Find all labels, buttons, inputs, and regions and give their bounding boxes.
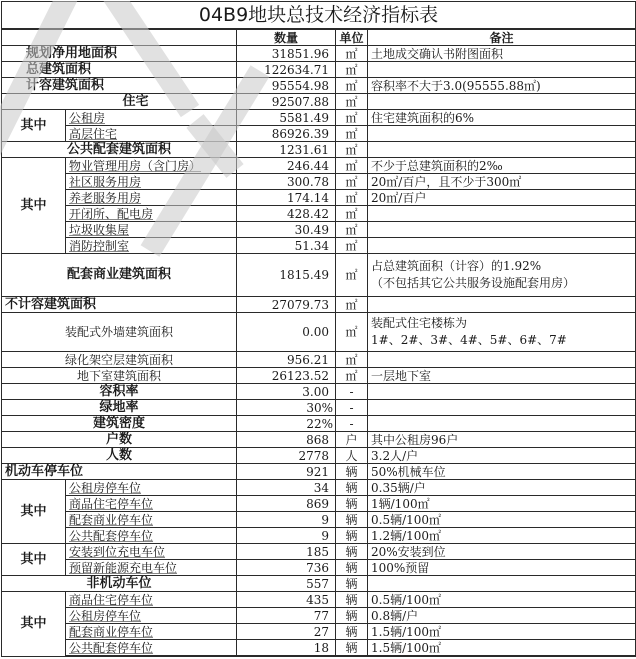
row-value: 557: [237, 576, 336, 592]
table-row: [2, 206, 636, 222]
row-note: [368, 576, 636, 592]
note-line-1: 装配式住宅楼栋为: [371, 316, 468, 330]
table-row: [2, 94, 636, 110]
row-note: [368, 206, 636, 222]
row-label: 商品住宅停车位: [66, 592, 237, 608]
table-row: [2, 432, 636, 448]
row-note: 容积率不大于3.0(95555.88㎡): [368, 78, 636, 94]
table-row: [2, 126, 636, 142]
row-value: 26123.52: [237, 368, 336, 384]
table-row: [2, 313, 636, 352]
row-label: 商品住宅停车位: [66, 496, 237, 512]
row-unit: 辆: [336, 512, 368, 528]
header-quantity: 数量: [237, 29, 336, 46]
row-label: 建筑密度: [2, 416, 237, 432]
table-row: [2, 174, 636, 190]
row-unit: ㎡: [336, 206, 368, 222]
row-note: 住宅建筑面积的6%: [368, 110, 636, 126]
row-value: 51.34: [237, 238, 336, 254]
row-note: 20㎡/百户: [368, 190, 636, 206]
row-unit: 辆: [336, 576, 368, 592]
row-label: 人数: [2, 448, 237, 464]
row-unit: ㎡: [336, 158, 368, 174]
row-note: 0.5辆/100㎡: [368, 512, 636, 528]
row-value: 3.00: [237, 384, 336, 400]
row-unit: 辆: [336, 560, 368, 576]
row-note: 1.5辆/100㎡: [368, 640, 636, 657]
table-row: [2, 464, 636, 480]
row-value: 86926.39: [237, 126, 336, 142]
row-label: 公共配套建筑面积: [2, 142, 237, 158]
row-note: [368, 126, 636, 142]
row-value: 27: [237, 624, 336, 640]
table-row: [2, 384, 636, 400]
row-note: [368, 384, 636, 400]
table-row: [2, 46, 636, 62]
row-value: 868: [237, 432, 336, 448]
row-value: 869: [237, 496, 336, 512]
table-row: [2, 528, 636, 544]
row-label: 预留新能源充电车位: [66, 560, 237, 576]
table-row: [2, 512, 636, 528]
row-note: 0.5辆/100㎡: [368, 592, 636, 608]
group-label: 其中: [2, 544, 66, 576]
row-unit: ㎡: [336, 46, 368, 62]
row-note: [368, 352, 636, 368]
row-note: [368, 62, 636, 78]
row-value: 95554.98: [237, 78, 336, 94]
row-label: 公租房停车位: [66, 480, 237, 496]
row-note: 1辆/100㎡: [368, 496, 636, 512]
row-unit: ㎡: [336, 174, 368, 190]
row-label: 垃圾收集屋: [66, 222, 237, 238]
table-row: [2, 158, 636, 174]
row-label: 地下室建筑面积: [2, 368, 237, 384]
row-value: 174.14: [237, 190, 336, 206]
row-label: 装配式外墙建筑面积: [2, 313, 237, 352]
row-unit: ㎡: [336, 368, 368, 384]
note-line-2: （不包括其它公共服务设施配套用房）: [371, 276, 576, 290]
table-row: [2, 238, 636, 254]
row-unit: 户: [336, 432, 368, 448]
row-unit: ㎡: [336, 94, 368, 110]
row-unit: ㎡: [336, 297, 368, 313]
row-unit: ㎡: [336, 254, 368, 297]
row-unit: ㎡: [336, 110, 368, 126]
group-label: 其中: [2, 592, 66, 657]
row-label: 非机动车位: [2, 576, 237, 592]
row-value: 0.00: [237, 313, 336, 352]
row-unit: ㎡: [336, 78, 368, 94]
row-note: 不少于总建筑面积的2‰: [368, 158, 636, 174]
table-row: [2, 190, 636, 206]
row-label: 绿化架空层建筑面积: [2, 352, 237, 368]
row-unit: 辆: [336, 640, 368, 657]
row-value: 9: [237, 512, 336, 528]
note-line-2: 1#、2#、3#、4#、5#、6#、7#: [371, 333, 567, 347]
table-row: [2, 592, 636, 608]
row-value: 921: [237, 464, 336, 480]
table-row: [2, 496, 636, 512]
table-title: 04B9地块总技术经济指标表: [2, 2, 636, 30]
table-row: [2, 416, 636, 432]
row-note: 3.2人/户: [368, 448, 636, 464]
row-value: 2778: [237, 448, 336, 464]
row-value: 428.42: [237, 206, 336, 222]
table-row: [2, 624, 636, 640]
tech-economic-index-table: [1, 1, 636, 657]
table-row: [2, 608, 636, 624]
row-label: 安装到位充电车位: [66, 544, 237, 560]
row-value: 9: [237, 528, 336, 544]
row-value: 92507.88: [237, 94, 336, 110]
row-unit: ㎡: [336, 313, 368, 352]
row-unit: 辆: [336, 480, 368, 496]
header-unit: 单位: [336, 29, 368, 46]
row-label: 绿地率: [2, 400, 237, 416]
row-unit: 辆: [336, 544, 368, 560]
table-row: [2, 62, 636, 78]
row-note: 20%安装到位: [368, 544, 636, 560]
row-note: 20㎡/百户，且不少于300㎡: [368, 174, 636, 190]
row-label: 公共配套停车位: [66, 528, 237, 544]
table-row: [2, 544, 636, 560]
row-value: 77: [237, 608, 336, 624]
row-value: 185: [237, 544, 336, 560]
row-unit: 人: [336, 448, 368, 464]
table-row: [2, 448, 636, 464]
row-label: 容积率: [2, 384, 237, 400]
row-unit: -: [336, 400, 368, 416]
group-label: 其中: [2, 480, 66, 544]
table-row: [2, 297, 636, 313]
table-row: [2, 560, 636, 576]
row-unit: ㎡: [336, 190, 368, 206]
row-note: 0.8辆/户: [368, 608, 636, 624]
row-value: 30%: [237, 400, 336, 416]
table-row: [2, 110, 636, 126]
row-note: [368, 297, 636, 313]
row-label: 规划净用地面积: [2, 46, 237, 62]
table-row: [2, 576, 636, 592]
row-note: [368, 254, 636, 297]
row-unit: 辆: [336, 496, 368, 512]
row-label: 配套商业停车位: [66, 624, 237, 640]
row-label: 配套商业停车位: [66, 512, 237, 528]
table-row: [2, 368, 636, 384]
row-value: 300.78: [237, 174, 336, 190]
row-unit: ㎡: [336, 126, 368, 142]
row-value: 22%: [237, 416, 336, 432]
row-unit: 辆: [336, 528, 368, 544]
row-unit: -: [336, 416, 368, 432]
row-unit: 辆: [336, 464, 368, 480]
header-note: 备注: [368, 29, 636, 46]
row-label: 消防控制室: [66, 238, 237, 254]
row-unit: ㎡: [336, 142, 368, 158]
row-label: 配套商业建筑面积: [2, 254, 237, 297]
row-label: 总建筑面积: [2, 62, 237, 78]
row-unit: 辆: [336, 624, 368, 640]
row-value: 736: [237, 560, 336, 576]
row-note: 100%预留: [368, 560, 636, 576]
row-note: 其中公租房96户: [368, 432, 636, 448]
row-note: [368, 416, 636, 432]
table-row: [2, 400, 636, 416]
row-value: 1815.49: [237, 254, 336, 297]
note-line-1: 占总建筑面积（计容）的1.92%: [371, 259, 542, 273]
row-label: 开闭所、配电房: [66, 206, 237, 222]
row-value: 31851.96: [237, 46, 336, 62]
row-label: 高层住宅: [66, 126, 237, 142]
row-note: 1.5辆/100㎡: [368, 624, 636, 640]
row-note: 0.35辆/户: [368, 480, 636, 496]
row-unit: 辆: [336, 592, 368, 608]
row-note: [368, 400, 636, 416]
row-note: [368, 142, 636, 158]
row-label: 户数: [2, 432, 237, 448]
row-label: 不计容建筑面积: [2, 297, 237, 313]
row-value: 27079.73: [237, 297, 336, 313]
table-row: [2, 254, 636, 297]
row-value: 5581.49: [237, 110, 336, 126]
row-value: 18: [237, 640, 336, 657]
row-unit: ㎡: [336, 352, 368, 368]
row-note: [368, 238, 636, 254]
table-row: [2, 640, 636, 657]
table-row: [2, 352, 636, 368]
row-unit: ㎡: [336, 62, 368, 78]
row-note: 一层地下室: [368, 368, 636, 384]
row-note: 土地成交确认书附图面积: [368, 46, 636, 62]
row-note: 50%机械车位: [368, 464, 636, 480]
row-note: [368, 94, 636, 110]
row-label: 公租房: [66, 110, 237, 126]
row-value: 1231.61: [237, 142, 336, 158]
row-value: 30.49: [237, 222, 336, 238]
row-label: 公共配套停车位: [66, 640, 237, 657]
table-row: [2, 142, 636, 158]
header-blank: [2, 29, 237, 46]
row-value: 122634.71: [237, 62, 336, 78]
row-note: [368, 222, 636, 238]
row-unit: -: [336, 384, 368, 400]
row-unit: ㎡: [336, 238, 368, 254]
row-value: 246.44: [237, 158, 336, 174]
row-value: 34: [237, 480, 336, 496]
row-note: [368, 313, 636, 352]
header-row: [2, 29, 636, 46]
row-label: 住宅: [2, 94, 237, 110]
group-label: 其中: [2, 158, 66, 254]
row-label: 物业管理用房（含门房）: [66, 158, 237, 174]
table-row: [2, 78, 636, 94]
row-unit: ㎡: [336, 222, 368, 238]
row-unit: 辆: [336, 608, 368, 624]
row-label: 社区服务用房: [66, 174, 237, 190]
row-label: 养老服务用房: [66, 190, 237, 206]
group-label: 其中: [2, 110, 66, 142]
table-row: [2, 480, 636, 496]
row-note: 1.2辆/100㎡: [368, 528, 636, 544]
row-value: 435: [237, 592, 336, 608]
row-label: 公租房停车位: [66, 608, 237, 624]
row-label: 机动车停车位: [2, 464, 237, 480]
row-label: 计容建筑面积: [2, 78, 237, 94]
table-row: [2, 222, 636, 238]
row-value: 956.21: [237, 352, 336, 368]
